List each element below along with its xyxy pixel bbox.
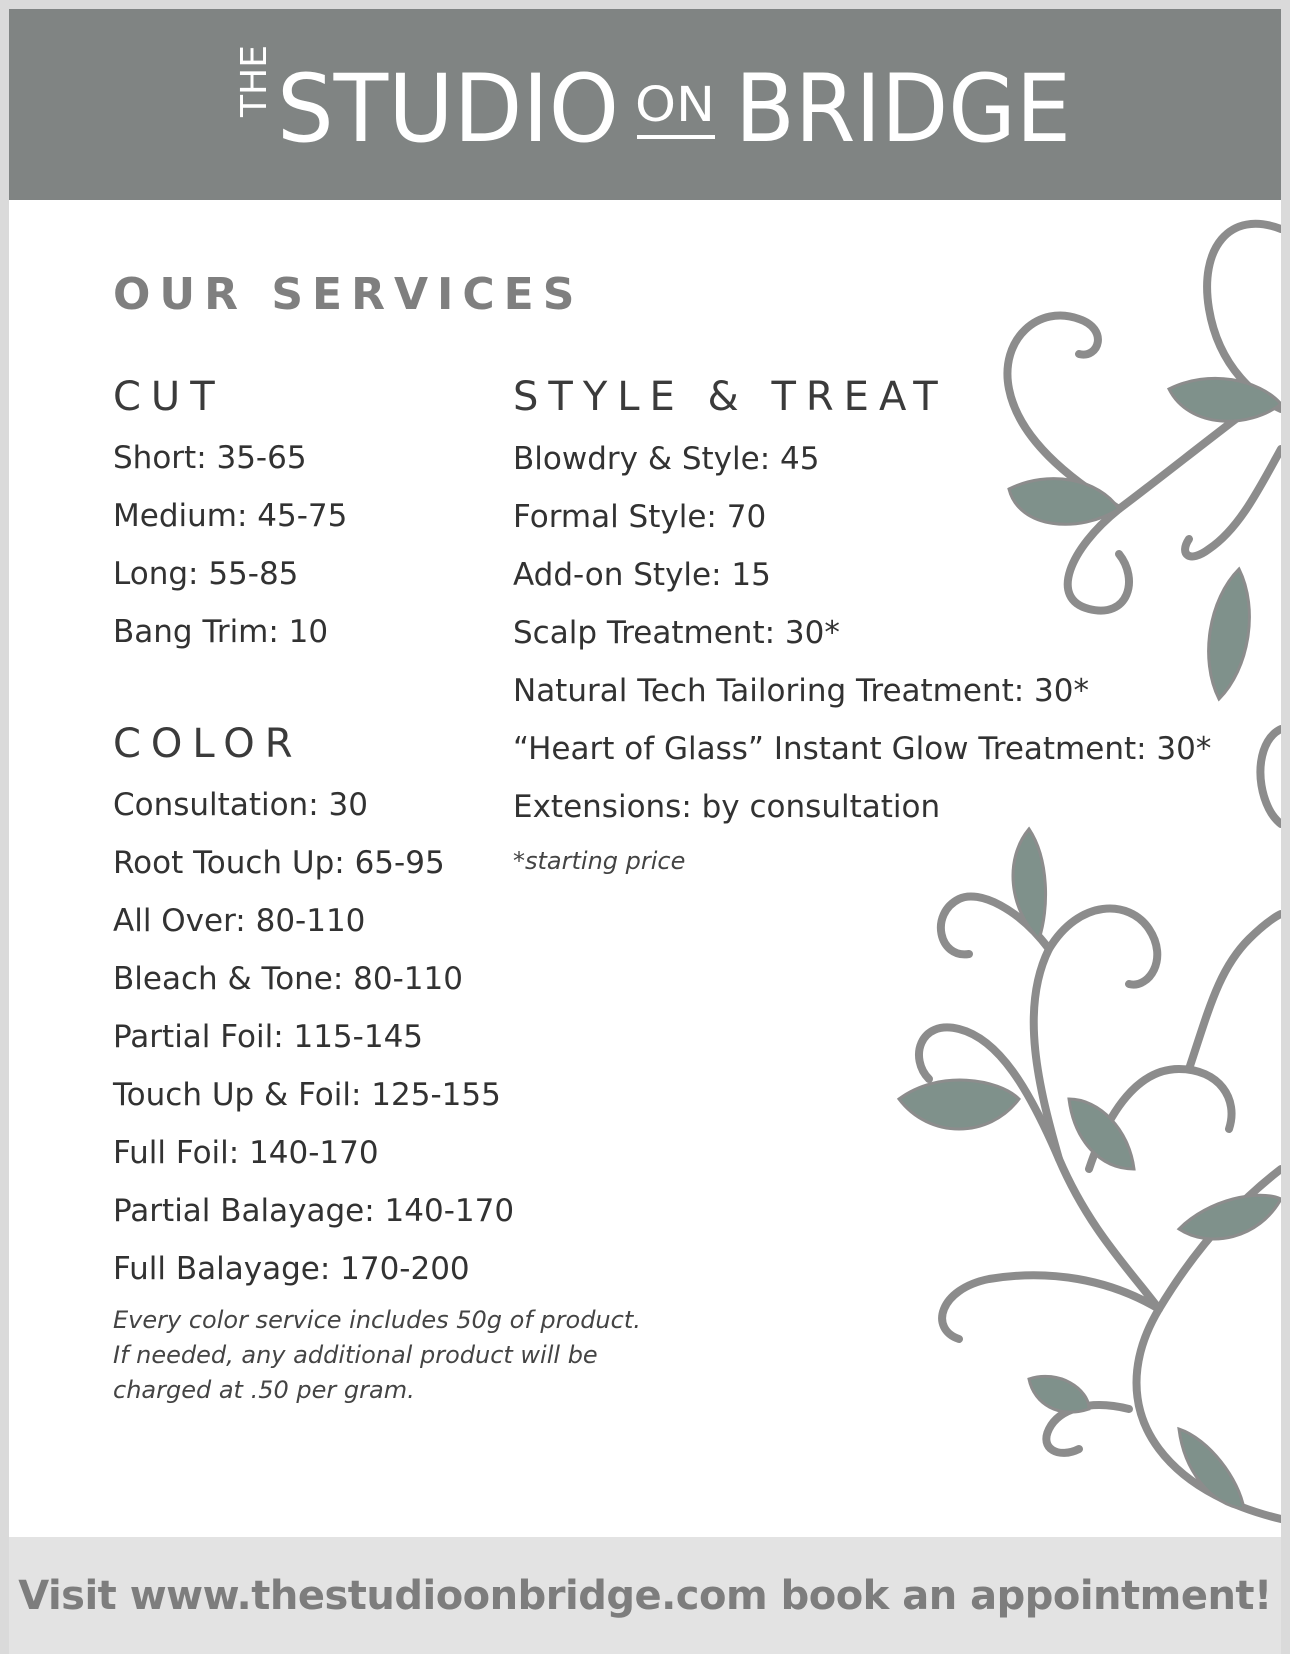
- list-item: Medium: 45-75: [113, 498, 348, 534]
- booking-cta[interactable]: Visit www.thestudioonbridge.com book an appointment!: [18, 1572, 1272, 1619]
- note-line: Every color service includes 50g of product.: [113, 1306, 641, 1334]
- logo-on-underline: [637, 135, 715, 139]
- note-line: charged at .50 per gram.: [113, 1376, 415, 1404]
- list-item: Scalp Treatment: 30*: [513, 615, 840, 651]
- list-item: Blowdry & Style: 45: [513, 441, 820, 477]
- list-item: All Over: 80-110: [113, 903, 366, 939]
- style-treat-heading: STYLE & TREAT: [513, 374, 948, 420]
- list-item: Extensions: by consultation: [513, 789, 941, 825]
- logo-the: THE: [234, 45, 275, 117]
- list-item: “Heart of Glass” Instant Glow Treatment: 30*: [513, 731, 1212, 767]
- footer-banner: [9, 1537, 1281, 1654]
- list-item: Full Foil: 140-170: [113, 1135, 379, 1171]
- studio-on-bridge-logo: [9, 9, 1281, 200]
- services-flyer: [9, 9, 1281, 1654]
- list-item: Consultation: 30: [113, 787, 368, 823]
- list-item: Long: 55-85: [113, 556, 299, 592]
- list-item: Touch Up & Foil: 125-155: [113, 1077, 501, 1113]
- cut-list: [113, 429, 347, 661]
- cut-heading: CUT: [113, 374, 225, 420]
- list-item: Full Balayage: 170-200: [113, 1251, 470, 1287]
- list-item: Natural Tech Tailoring Treatment: 30*: [513, 673, 1089, 709]
- logo-on: ON: [635, 77, 715, 133]
- page-title: OUR SERVICES: [113, 269, 584, 320]
- logo-studio: STUDIO: [277, 55, 619, 164]
- style-treat-list: [513, 430, 1211, 836]
- list-item: Root Touch Up: 65-95: [113, 845, 445, 881]
- logo-bridge: BRIDGE: [735, 55, 1071, 164]
- list-item: Bang Trim: 10: [113, 614, 329, 650]
- header-banner: [9, 9, 1281, 200]
- color-list: [113, 776, 514, 1298]
- list-item: Bleach & Tone: 80-110: [113, 961, 463, 997]
- color-heading: COLOR: [113, 721, 303, 767]
- note-line: If needed, any additional product will be: [113, 1341, 598, 1369]
- starting-price-note: *starting price: [513, 847, 686, 875]
- list-item: Formal Style: 70: [513, 499, 767, 535]
- list-item: Add-on Style: 15: [513, 557, 771, 593]
- list-item: Partial Balayage: 140-170: [113, 1193, 515, 1229]
- color-product-note: [113, 1303, 641, 1408]
- list-item: Short: 35-65: [113, 440, 307, 476]
- list-item: Partial Foil: 115-145: [113, 1019, 424, 1055]
